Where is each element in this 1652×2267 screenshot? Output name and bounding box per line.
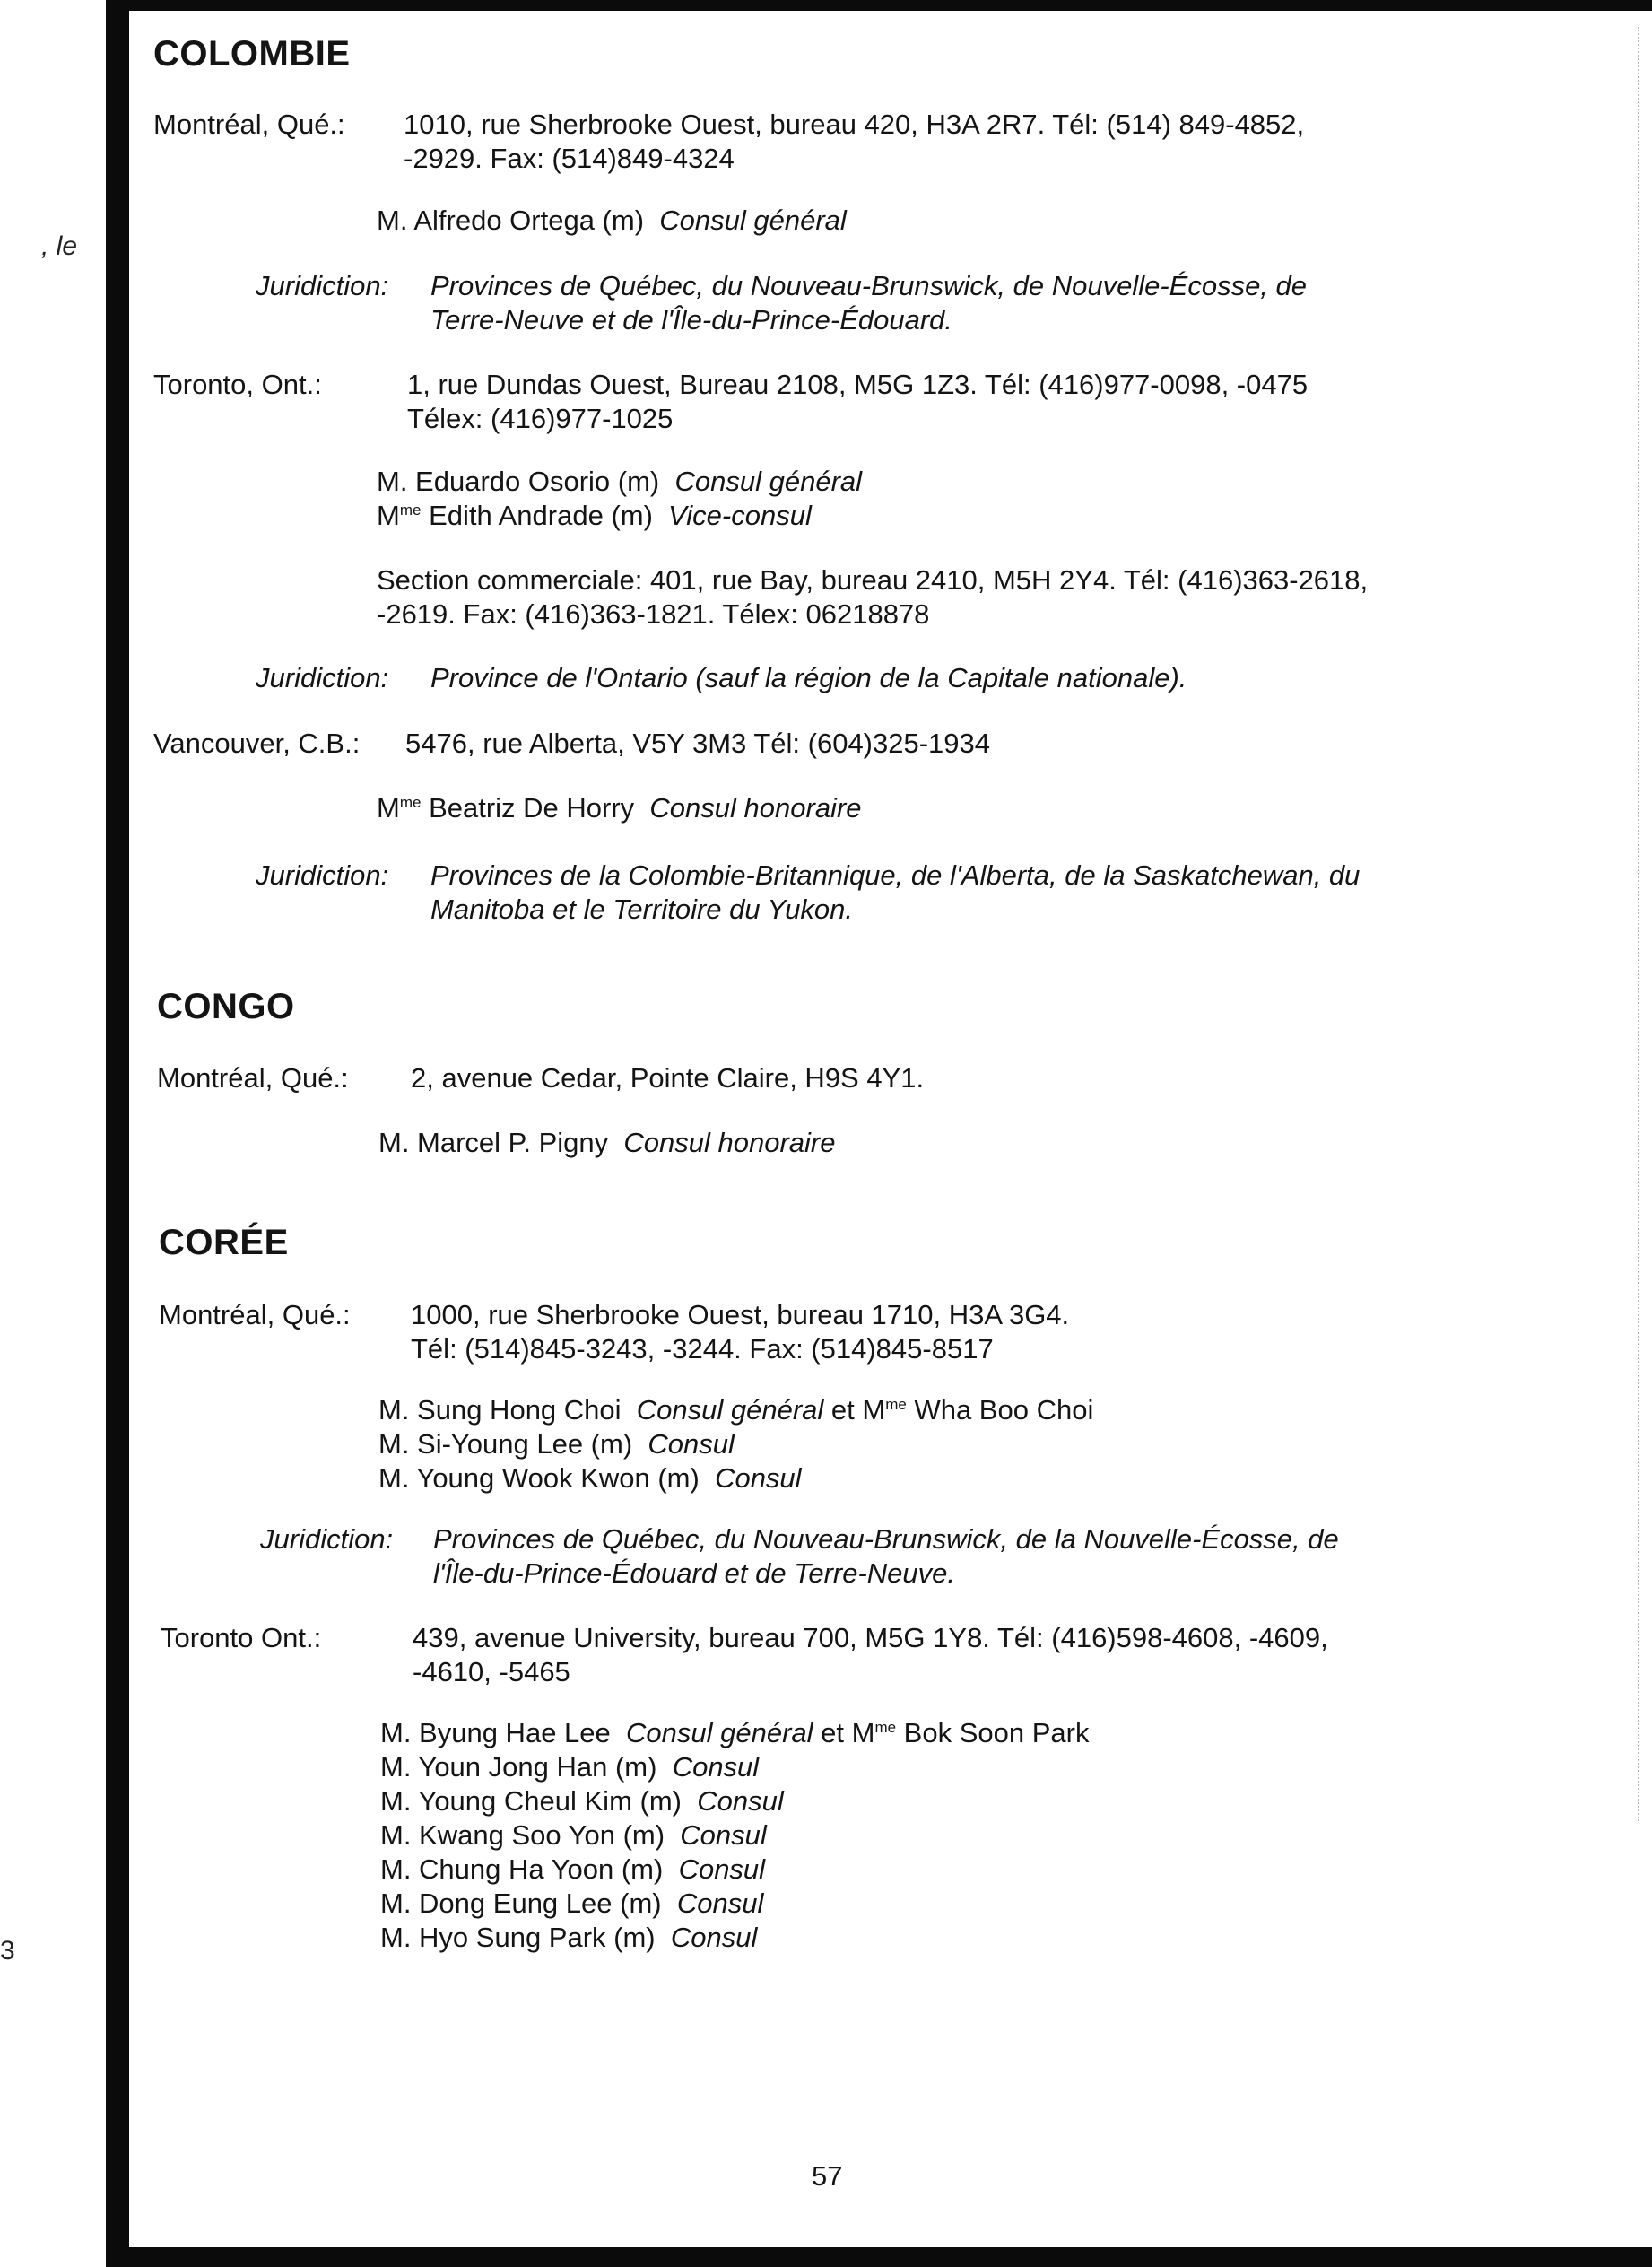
person-title: Consul général [626, 1717, 813, 1748]
person-line [378, 1393, 1093, 1427]
margin-fragment-le: , le [41, 231, 78, 261]
person-title: Consul [670, 1922, 758, 1953]
jurisdiction-label: Juridiction: [256, 662, 389, 693]
city-label: Montréal, Qué.: [159, 1299, 351, 1330]
person-name: M. Dong Eung Lee (m) [380, 1888, 662, 1919]
person-name: M. Marcel P. Pigny [378, 1127, 609, 1158]
commercial-section [377, 563, 1368, 632]
jurisdiction-text [430, 859, 1360, 927]
address-block [407, 368, 1308, 436]
scan-margin [0, 0, 106, 2267]
jurisdiction-line: Provinces de la Colombie-Britannique, de l'Alberta, de la Saskatchewan, du [430, 859, 1361, 891]
person-title: Vice-consul [668, 500, 812, 531]
address-line: 439, avenue University, bureau 700, M5G 1Y8. Tél: (416)598-4608, -4609, [413, 1622, 1328, 1653]
person-title: Consul [715, 1462, 802, 1494]
jurisdiction-line: Manitoba et le Territoire du Yukon. [430, 894, 854, 925]
city-label: Vancouver, C.B.: [153, 728, 361, 759]
person-name: M. Sung Hong Choi [378, 1394, 622, 1426]
person-list [377, 465, 862, 533]
person-line [380, 1716, 1089, 1750]
commercial-line: -2619. Fax: (416)363-1821. Télex: 06218878 [377, 598, 930, 630]
person-title: Consul honoraire [623, 1127, 836, 1158]
person-line [378, 1126, 835, 1160]
person-line [377, 465, 862, 499]
person-name: Edith Andrade (m) [421, 500, 653, 531]
address-line: 1, rue Dundas Ouest, Bureau 2108, M5G 1Z3. Tél: (416)977-0098, -0475 [407, 369, 1309, 400]
page-number: 57 [812, 2160, 843, 2192]
address-block [413, 1621, 1328, 1689]
person-title: Consul général [674, 466, 863, 497]
person-title: Consul [678, 1853, 766, 1885]
jurisdiction-line: Terre-Neuve et de l'Île-du-Prince-Édouard. [430, 304, 953, 336]
address-line: -2929. Fax: (514)849-4324 [404, 143, 735, 174]
address-line: Tél: (514)845-3243, -3244. Fax: (514)845-8517 [411, 1333, 994, 1365]
scan-top-border [106, 0, 1652, 11]
spouse-name: Wha Boo Choi [906, 1394, 1094, 1426]
person-title: Consul [676, 1888, 764, 1919]
address-line: 5476, rue Alberta, V5Y 3M3 Tél: (604)325-1934 [405, 728, 991, 759]
section-heading-colombie: COLOMBIE [153, 34, 351, 74]
person-name: M. Hyo Sung Park (m) [380, 1922, 656, 1953]
person-line [378, 1427, 1093, 1461]
person-line [380, 1921, 1089, 1955]
person-line [380, 1887, 1089, 1921]
scan-left-border [106, 0, 129, 2267]
person-list [378, 1393, 1093, 1495]
spouse-prefix: et M [823, 1394, 886, 1426]
address-line: 1010, rue Sherbrooke Ouest, bureau 420, H3A 2R7. Tél: (514) 849-4852, [404, 109, 1305, 140]
address-line: -4610, -5465 [413, 1656, 570, 1687]
person-line [377, 204, 847, 238]
jurisdiction-label: Juridiction: [256, 859, 389, 891]
jurisdiction-label: Juridiction: [260, 1523, 394, 1555]
person-title: Consul [680, 1819, 767, 1851]
person-title: Consul honoraire [649, 792, 862, 824]
person-name: M. Kwang Soo Yon (m) [380, 1819, 665, 1851]
person-name: Beatriz De Horry [421, 792, 635, 824]
person-line [380, 1818, 1089, 1853]
person-name: M. Young Wook Kwon (m) [378, 1462, 700, 1494]
person-name: M. Alfredo Ortega (m) [377, 205, 645, 236]
person-name: M. Si-Young Lee (m) [378, 1428, 633, 1460]
city-label: Toronto Ont.: [161, 1622, 322, 1653]
scan-bottom-border [106, 2247, 1652, 2267]
person-name: M. Eduardo Osorio (m) [377, 466, 660, 497]
scan-right-edge-noise [1629, 27, 1639, 1821]
person-prefix-sup: me [399, 501, 422, 519]
section-heading-congo: CONGO [157, 987, 295, 1026]
margin-fragment-3: 3 [0, 1936, 15, 1966]
jurisdiction-line: Provinces de Québec, du Nouveau-Brunswick, de Nouvelle-Écosse, de [430, 270, 1308, 301]
person-title: Consul général [659, 205, 847, 236]
jurisdiction-text [433, 1522, 1339, 1591]
person-line [380, 1853, 1089, 1887]
person-list [380, 1716, 1089, 1955]
person-line [377, 791, 862, 825]
jurisdiction-text: Province de l'Ontario (sauf la région de la Capitale nationale). [430, 662, 1187, 693]
person-name: M. Chung Ha Yoon (m) [380, 1853, 664, 1885]
spouse-prefix: et M [813, 1717, 875, 1748]
jurisdiction-label: Juridiction: [256, 270, 389, 301]
address-line: 2, avenue Cedar, Pointe Claire, H9S 4Y1. [411, 1062, 925, 1094]
person-line [380, 1784, 1089, 1818]
person-name: M. Byung Hae Lee [380, 1717, 611, 1748]
jurisdiction-line: Provinces de Québec, du Nouveau-Brunswick, de la Nouvelle-Écosse, de [433, 1523, 1339, 1555]
spouse-prefix-sup: me [885, 1396, 907, 1413]
spouse-name: Bok Soon Park [896, 1717, 1090, 1748]
address-block [404, 108, 1304, 176]
person-prefix: M [377, 500, 400, 531]
city-label: Montréal, Qué.: [157, 1062, 349, 1094]
person-line [378, 1461, 1093, 1495]
spouse-prefix-sup: me [874, 1719, 897, 1736]
address-line: Télex: (416)977-1025 [407, 403, 674, 434]
address-block [411, 1298, 1069, 1366]
person-name: M. Young Cheul Kim (m) [380, 1785, 682, 1817]
person-title: Consul [648, 1428, 735, 1460]
person-prefix: M [377, 792, 400, 824]
person-line [380, 1750, 1089, 1784]
person-name: M. Youn Jong Han (m) [380, 1751, 657, 1783]
section-heading-coree: CORÉE [159, 1223, 289, 1262]
person-line [377, 499, 862, 533]
city-label: Montréal, Qué.: [153, 109, 345, 140]
address-line: 1000, rue Sherbrooke Ouest, bureau 1710, H3A 3G4. [411, 1299, 1070, 1330]
person-prefix-sup: me [399, 794, 422, 811]
person-title: Consul [697, 1785, 784, 1817]
person-title: Consul général [636, 1394, 824, 1426]
person-title: Consul [672, 1751, 760, 1783]
commercial-line: Section commerciale: 401, rue Bay, bureau 2410, M5H 2Y4. Tél: (416)363-2618, [377, 564, 1369, 596]
jurisdiction-text [430, 269, 1307, 337]
city-label: Toronto, Ont.: [153, 369, 322, 400]
jurisdiction-line: l'Île-du-Prince-Édouard et de Terre-Neuve. [433, 1557, 956, 1589]
